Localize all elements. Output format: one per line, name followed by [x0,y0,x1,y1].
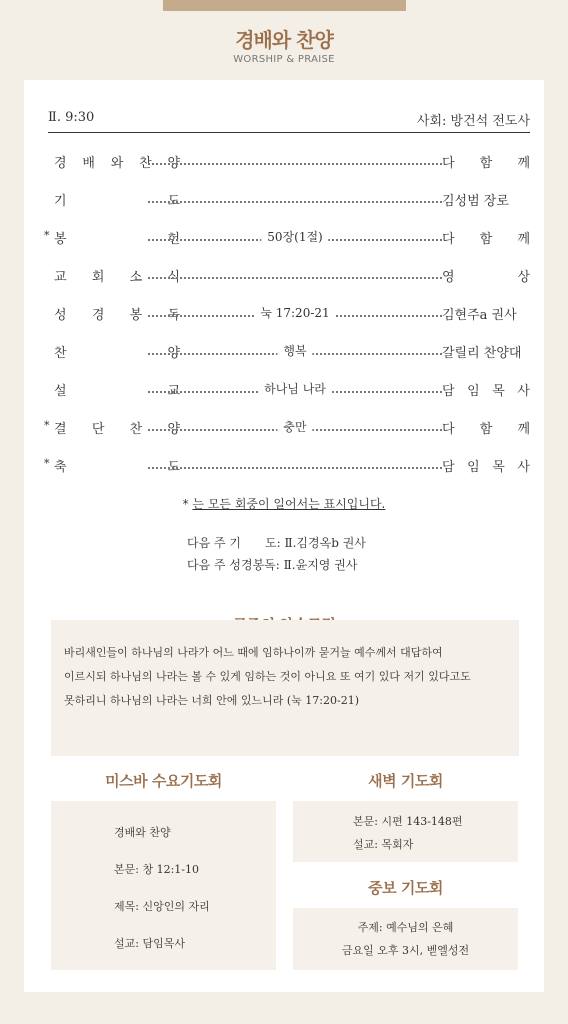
service-row [44,152,530,172]
person-part: 함 [479,422,493,437]
service-header [48,108,530,133]
wednesday-item: 경배와 찬양 [114,826,171,839]
note-text: 는 모든 회중이 일어서는 표시입니다. [192,497,386,511]
person-part: 김성범 장로 [442,194,509,209]
name-char: 배 [82,156,95,171]
page-title: 경배와 찬양 [235,28,333,52]
name-char: 봉 [129,308,143,323]
service-item-person [442,266,530,285]
name-char: 축 [54,460,67,475]
name-char: 설 [54,384,67,399]
wednesday-item: 설교: 담임목사 [114,937,185,950]
person-part: 사 [517,384,530,399]
name-char: 기 [54,194,67,209]
name-char: 찬 [139,156,152,171]
dot-leader [148,228,442,248]
service-item-detail: 하나님 나라 [258,380,332,397]
dawn-item: 설교: 목회자 [353,838,414,851]
verse-line: 이르시되 하나님의 나라는 볼 수 있게 임하는 것이 아니요 또 여기 있다 저기 있다고도 [64,670,471,683]
service-row [44,342,530,362]
person-part: 께 [517,232,530,247]
standing-mark: * [44,419,50,432]
name-char: 경 [91,308,105,323]
person-part: 함 [479,156,493,171]
service-item-person [442,456,530,475]
memory-verse-text [64,641,514,713]
standing-mark: * [44,457,50,470]
dot-leader [148,304,442,324]
verse-line: 못하리니 하나님의 나라는 너희 안에 있느니라 (눅 17:20-21) [64,694,359,707]
service-time: Ⅱ. 9:30 [48,110,95,125]
wednesday-title: 미스바 수요기도회 [105,772,222,790]
next-week-reading: 다음 주 성경봉독: Ⅱ.윤지영 권사 [187,558,358,572]
person-part: 다 [442,422,455,437]
top-accent-bar [163,0,406,11]
person-part: 다 [442,156,455,171]
dawn-title: 새벽 기도회 [368,772,443,790]
standing-mark: * [44,229,50,242]
service-row [44,380,530,400]
name-char: 독 [167,308,180,323]
service-item-person [442,418,530,437]
next-week-prayer: 다음 주 기 도: Ⅱ.김경옥b 권사 [187,536,366,550]
service-item-detail: 50장(1절) [261,228,328,245]
dot-leader [148,152,442,172]
person-part: 께 [517,422,530,437]
dawn-item: 본문: 시편 143-148편 [353,815,463,828]
name-char: 회 [91,270,105,285]
dotted-line [148,163,442,165]
service-item-person [442,342,530,361]
dotted-line [148,467,442,469]
name-char: 도 [167,194,180,209]
intercession-item: 금요일 오후 3시, 벧엘성전 [341,944,470,957]
person-part: 임 [467,460,480,475]
service-row [44,228,530,248]
dot-leader [148,456,442,476]
wednesday-item: 본문: 창 12:1-10 [114,863,199,876]
name-char: 와 [110,156,124,171]
person-part: 다 [442,232,455,247]
service-leader: 사회: 방건석 전도사 [416,114,530,129]
intercession-item: 주제: 예수님의 은혜 [357,921,454,934]
person-part: 영 [442,270,455,285]
service-item-person [442,304,530,323]
service-item-detail: 행복 [277,342,312,359]
standing-note [0,495,568,512]
person-part: 담 [442,384,455,399]
name-char: 교 [54,270,67,285]
dot-leader [148,342,442,362]
name-char: 단 [91,422,105,437]
service-item-detail: 눅 17:20-21 [254,304,335,321]
name-char: 헌 [167,232,180,247]
person-part: 임 [467,384,480,399]
verse-line: 바리새인들이 하나님의 나라가 어느 때에 임하나이까 묻거늘 예수께서 대답하여 [64,646,443,659]
name-char: 성 [54,308,67,323]
dot-leader [148,418,442,438]
dotted-line [148,277,442,279]
person-part: 상 [517,270,530,285]
name-char: 경 [54,156,67,171]
service-row [44,190,530,210]
person-part: 목 [492,460,505,475]
name-char: 양 [167,156,180,171]
person-part: 김현주a 권사 [442,308,517,323]
name-char: 찬 [129,422,143,437]
wednesday-item: 제목: 신앙인의 자리 [114,900,210,913]
dot-leader [148,190,442,210]
service-row [44,304,530,324]
person-part: 함 [479,232,493,247]
service-item-detail: 충만 [277,418,312,435]
service-item-person [442,228,530,247]
name-char: 도 [167,460,180,475]
page-subtitle: WORSHIP & PRAISE [233,54,335,65]
intercession-title: 중보 기도회 [368,879,443,897]
person-part: 께 [517,156,530,171]
dotted-line [148,201,442,203]
name-char: 양 [167,346,180,361]
name-char: 찬 [54,346,67,361]
person-part: 목 [492,384,505,399]
note-star: * [182,497,189,511]
service-item-person [442,152,530,171]
dot-leader [148,266,442,286]
name-char: 결 [54,422,67,437]
service-row [44,456,530,476]
name-char: 소 [129,270,143,285]
person-part: 담 [442,460,455,475]
dawn-box [293,801,518,862]
intercession-box [293,908,518,970]
dot-leader [148,380,442,400]
service-item-person [442,380,530,399]
name-char: 교 [167,384,180,399]
service-item-person [442,190,530,209]
service-row [44,266,530,286]
name-char: 봉 [54,232,67,247]
service-row [44,418,530,438]
name-char: 식 [167,270,180,285]
person-part: 갈릴리 찬양대 [442,346,522,361]
name-char: 양 [167,422,180,437]
person-part: 사 [517,460,530,475]
